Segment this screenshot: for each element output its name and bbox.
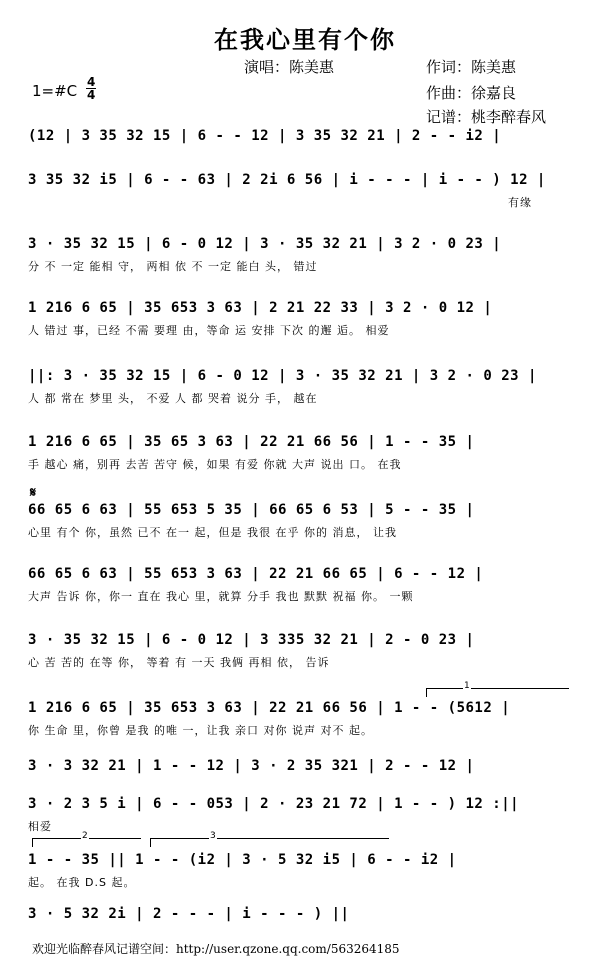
footer-note: 欢迎光临醉春风记谱空间：http://user.qzone.qq.com/563264185 <box>32 942 400 956</box>
lyricist-credit: 作词：陈美惠 <box>426 58 517 76</box>
notes-line: 3 · 35 32 15 | 6 - 0 12 | 3 · 35 32 21 | 3 2 · 0 23 | <box>28 236 502 252</box>
time-signature-bottom: 4 <box>87 88 96 102</box>
volta-number: 2 <box>82 831 88 841</box>
notes-line: 66 65 6 63 | 55 653 5 35 | 66 65 6 53 | 5 - - 35 | <box>28 502 475 518</box>
lyrics-line: 人 都 常在 梦里 头， 不爱 人 都 哭着 说分 手， 越在 <box>28 392 318 405</box>
page-title: 在我心里有个你 <box>214 25 396 54</box>
notes-line: 3 · 35 32 15 | 6 - 0 12 | 3 335 32 21 | 2 - 0 23 | <box>28 632 475 648</box>
lyrics-line: 分 不 一定 能相 守， 两相 依 不 一定 能白 头， 错过 <box>28 260 318 273</box>
lyrics-line: 人 错过 事，已经 不需 要理 由，等命 运 安排 下次 的邂 逅。 相爱 <box>28 324 390 337</box>
lyrics-line: 有缘 <box>508 196 532 209</box>
notes-line: 1 216 6 65 | 35 653 3 63 | 2 21 22 33 | 3 2 · 0 12 | <box>28 300 493 316</box>
lyrics-line: 手 越心 痛，别再 去苦 苦守 候，如果 有爱 你就 大声 说出 口。 在我 <box>28 458 402 471</box>
singer-credit: 演唱：陈美惠 <box>244 58 335 76</box>
lyrics-line: 大声 告诉 你，你一 直在 我心 里，就算 分手 我也 默默 祝福 你。 一颗 <box>28 590 414 603</box>
lyrics-line: 心里 有个 你，虽然 已不 在一 起，但是 我很 在乎 你的 消息， 让我 <box>28 526 397 539</box>
notes-line: 1 - - 35 || 1 - - (i2 | 3 · 5 32 i5 | 6 - - i2 | <box>28 852 457 868</box>
time-signature-top: 4 <box>87 75 96 89</box>
notes-line: 1 216 6 65 | 35 65 3 63 | 22 21 66 56 | 1 - - 35 | <box>28 434 475 450</box>
notes-line: 1 216 6 65 | 35 653 3 63 | 22 21 66 56 | 1 - - (5612 | <box>28 700 511 716</box>
notes-line: 66 65 6 63 | 55 653 3 63 | 22 21 66 65 | 6 - - 12 | <box>28 566 484 582</box>
volta-bracket-1 <box>426 681 569 697</box>
notes-line: 3 35 32 i5 | 6 - - 63 | 2 2i 6 56 | i - - - | i - - ) 12 | <box>28 172 546 188</box>
composer-credit: 作曲：徐嘉良 <box>426 84 517 102</box>
notes-line: 3 · 2 3 5 i | 6 - - 053 | 2 · 23 21 72 | 1 - - ) 12 :|| <box>28 796 520 812</box>
transcriber-credit: 记谱：桃李醉春风 <box>426 108 547 126</box>
segno-sign: 𝄋 <box>30 485 37 501</box>
lyrics-line: 起。 在我 D.S 起。 <box>28 876 136 889</box>
notes-line: 3 · 3 32 21 | 1 - - 12 | 3 · 2 35 321 | 2 - - 12 | <box>28 758 475 774</box>
volta-number: 3 <box>210 831 216 841</box>
notes-line: 3 · 5 32 2i | 2 - - - | i - - - ) || <box>28 906 350 922</box>
lyrics-line: 心 苦 苦的 在等 你， 等着 有 一天 我俩 再相 依， 告诉 <box>28 656 330 669</box>
lyrics-line: 相爱 <box>28 820 52 833</box>
volta-number: 1 <box>464 681 470 691</box>
volta-bracket-2 <box>32 831 141 847</box>
notes-line: (12 | 3 35 32 15 | 6 - - 12 | 3 35 32 21 | 2 - - i2 | <box>28 128 502 144</box>
notes-line: ||: 3 · 35 32 15 | 6 - 0 12 | 3 · 35 32 21 | 3 2 · 0 23 | <box>28 368 537 384</box>
lyrics-line: 你 生命 里，你曾 是我 的唯 一，让我 亲口 对你 说声 对不 起。 <box>28 724 373 737</box>
key-signature: 1=#C <box>32 82 78 100</box>
volta-bracket-3 <box>150 831 389 847</box>
